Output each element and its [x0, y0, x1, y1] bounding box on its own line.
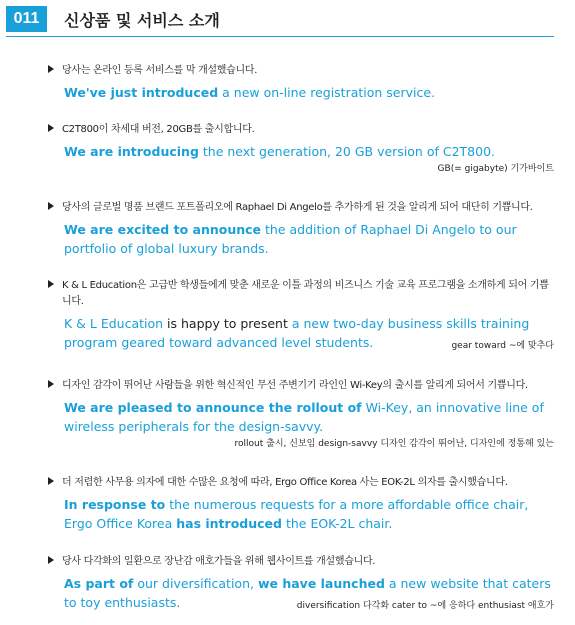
sentence-segment: is happy to present: [163, 316, 288, 331]
sentence-segment: we have launched: [257, 576, 385, 591]
sentence-segment: a new two-day business skills training program geared toward advanced level students.: [64, 316, 530, 350]
sentence-segment: the addition of Raphael Di Angelo to our portfolio of global luxury brands.: [64, 222, 517, 256]
sentence-segment: We are pleased to announce the rollout of: [64, 400, 362, 415]
english-sentence: [64, 83, 554, 102]
bullet-triangle-icon: [48, 280, 54, 288]
korean-sentence: 당사 다각화의 일환으로 장난감 애호가들을 위해 웹사이트를 개설했습니다.: [62, 556, 376, 567]
section-title: 신상품 및 서비스 소개: [64, 11, 220, 30]
list-item: [48, 378, 554, 449]
vocab-note: diversification 다각화 cater to ~에 응하다 enthusiast 애호가: [296, 601, 554, 611]
sentence-segment: We've just introduced: [64, 85, 219, 100]
sentence-segment: the next generation, 20 GB version of C2T800.: [198, 144, 495, 159]
sentence-segment: our diversification,: [133, 576, 258, 591]
vocab-note: gear toward ~에 맞추다: [451, 341, 554, 351]
english-sentence: [64, 220, 554, 258]
sentence-segment: a new on-line registration service.: [218, 85, 436, 100]
vocab-note: rollout 출시, 신보임 design-savvy 디자인 감각이 뛰어난, 디자인에 정통해 있는: [234, 439, 554, 449]
english-sentence: [64, 495, 554, 533]
sentence-segment: a new website that caters to toy enthusiasts.: [64, 576, 551, 610]
english-sentence: [64, 398, 554, 436]
vocab-note: GB(= gigabyte) 기가바이트: [437, 164, 554, 174]
section-number-badge: 011: [6, 6, 47, 32]
sentence-segment: We are excited to announce: [64, 222, 262, 237]
bullet-triangle-icon: [48, 65, 54, 73]
list-item: [48, 475, 554, 533]
list-item: [48, 554, 554, 616]
section-header: [6, 6, 554, 37]
korean-sentence: 더 저렴한 사무용 의자에 대한 수많은 요청에 따라, Ergo Office Korea 사는 EOK-2L 의자를 출시했습니다.: [62, 477, 508, 488]
bullet-triangle-icon: [48, 556, 54, 564]
sentence-segment: We are introducing: [64, 144, 199, 159]
korean-sentence: 디자인 감각이 뛰어난 사람들을 위한 혁신적인 무선 주변기기 라인인 Wi-Key의 출시를 알리게 되어서 기쁩니다.: [62, 380, 528, 391]
korean-sentence: 당사는 온라인 등록 서비스를 막 개설했습니다.: [62, 65, 258, 76]
sentence-segment: K & L Education: [64, 316, 164, 331]
sentence-segment: has introduced: [176, 516, 282, 531]
korean-sentence: 당사의 글로벌 명품 브랜드 포트폴리오에 Raphael Di Angelo를 추가하게 된 것을 알리게 되어 대단히 기쁩니다.: [62, 202, 533, 213]
sentence-segment: the numerous requests for a more affordable office chair, Ergo Office Korea: [64, 497, 529, 531]
english-sentence: [64, 314, 554, 352]
list-item: [48, 122, 554, 174]
korean-sentence: K & L Education은 고급반 학생들에게 맞춘 새로운 이틀 과정의 비즈니스 기술 교육 프로그램을 소개하게 되어 기쁩니다.: [62, 280, 549, 307]
list-item: [48, 278, 554, 356]
list-item: [48, 63, 554, 102]
bullet-triangle-icon: [48, 124, 54, 132]
sentence-segment: As part of: [64, 576, 134, 591]
bullet-triangle-icon: [48, 202, 54, 210]
sentence-segment: Wi-Key, an innovative line of wireless peripherals for the design-savvy.: [64, 400, 544, 434]
korean-sentence: C2T800이 차세대 버전, 20GB를 출시합니다.: [62, 124, 255, 135]
english-sentence: [64, 574, 554, 612]
bullet-triangle-icon: [48, 380, 54, 388]
list-item: [48, 200, 554, 258]
english-sentence: [64, 142, 554, 161]
sentence-segment: In response to: [64, 497, 166, 512]
bullet-triangle-icon: [48, 477, 54, 485]
sentence-segment: the EOK-2L chair.: [281, 516, 393, 531]
